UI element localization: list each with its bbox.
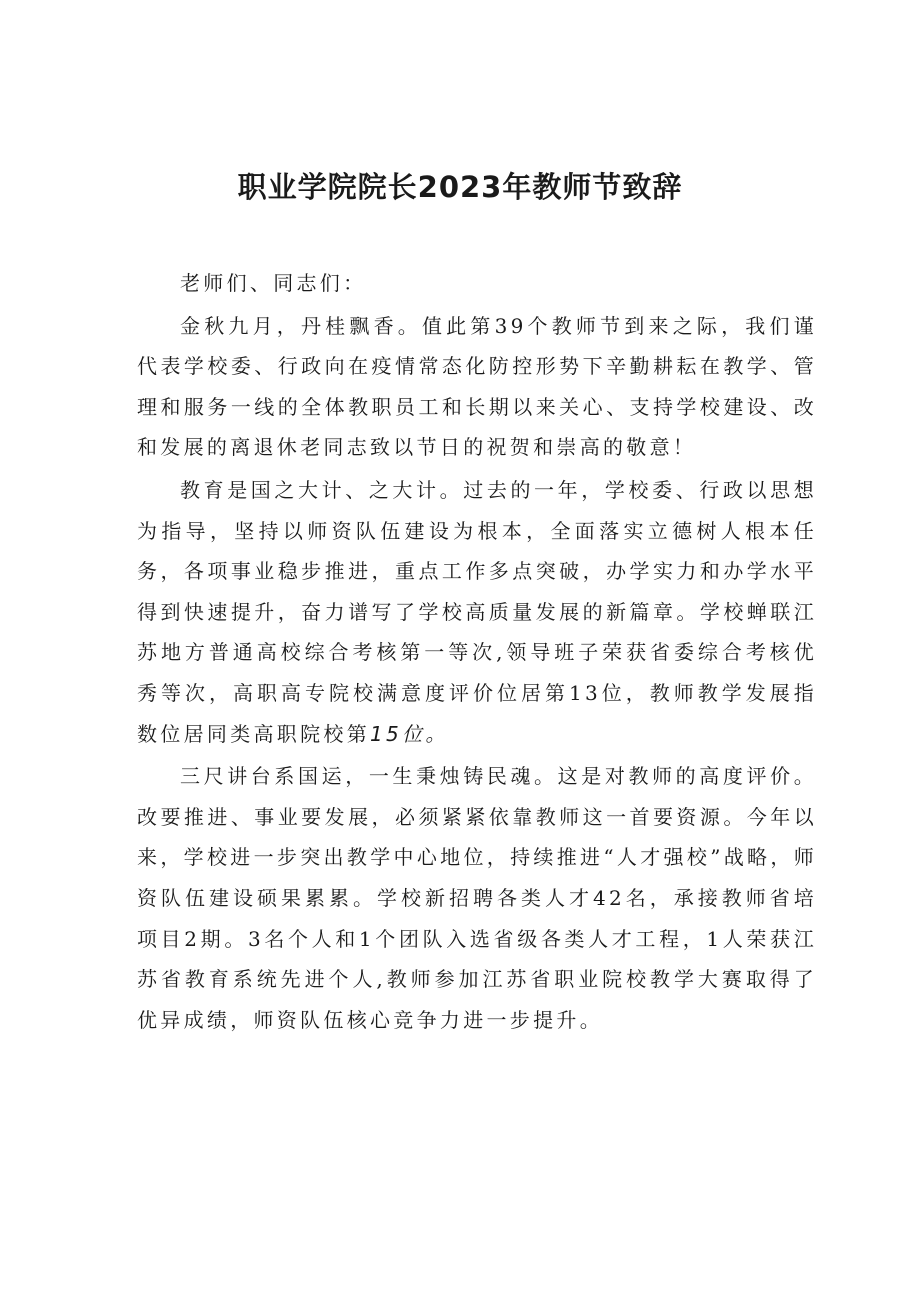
- paragraph-1: 金秋九月，丹桂飘香。值此第39个教师节到来之际，我们谨代表学校委、行政向在疫情常态化防控形势下辛勤耕耘在教学、管理和服务一线的全体教职员工和长期以来关心、支持学校建设、改和发展的离退休老同志致以节日的祝贺和崇高的敬意！: [137, 313, 817, 460]
- paragraph-2-text: 教育是国之大计、之大计。过去的一年，学校委、行政以思想为指导，坚持以师资队伍建设为根本，全面落实立德树人根本任务，各项事业稳步推进，重点工作多点突破，办学实力和办学水平得到快速提升，奋力谱写了学校高质量发展的新篇章。学校蝉联江苏地方普通高校综合考核第一等次,领导班子荣获省委综合考核优秀等次，高职高专院校满意度评价位居第13位，教师教学发展指数位居同类高职院校第: [137, 477, 817, 746]
- paragraph-2: [137, 470, 817, 754]
- salutation: 老师们、同志们：: [180, 271, 367, 295]
- document-body: [137, 263, 817, 1040]
- paragraph-2-tail: 15位。: [370, 721, 449, 746]
- paragraph-3: 三尺讲台系国运，一生秉烛铸民魂。这是对教师的高度评价。改要推进、事业要发展，必须紧紧依靠教师这一首要资源。今年以来，学校进一步突出教学中心地位，持续推进“人才强校”战略，师资队伍建设硕果累累。学校新招聘各类人才42名，承接教师省培项目2期。3名个人和1个团队入选省级各类人才工程，1人荣获江苏省教育系统先进个人,教师参加江苏省职业院校教学大赛取得了优异成绩，师资队伍核心竞争力进一步提升。: [137, 764, 817, 1032]
- document-title: 职业学院院长2023年教师节致辞: [237, 170, 683, 204]
